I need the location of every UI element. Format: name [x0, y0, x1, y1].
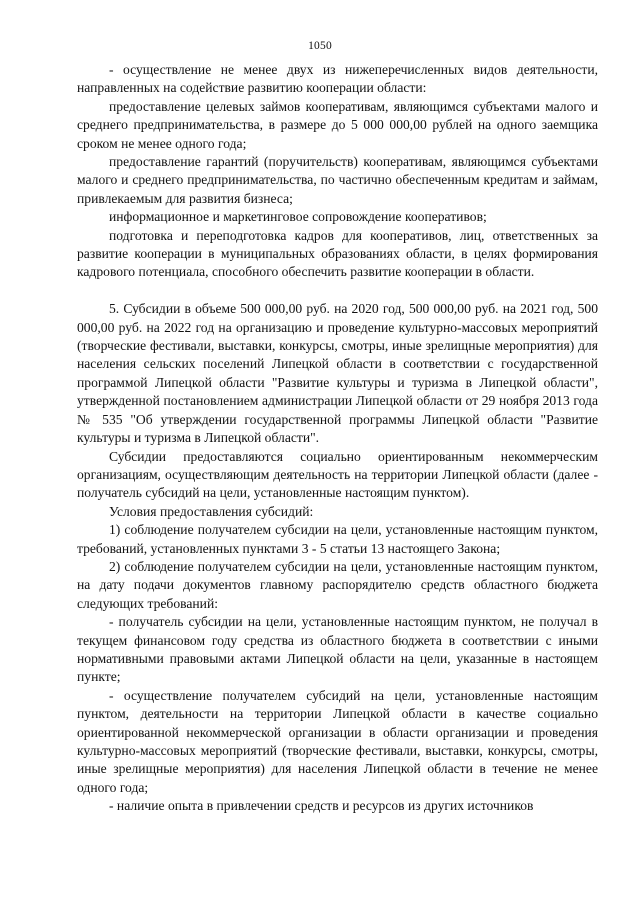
paragraph-target-loans: предоставление целевых займов кооперативам, являющимся субъектами малого и среднего предпринимательства, в размере до 5 000 000,00 рублей на одного заемщика сроком не менее одного года;: [77, 98, 598, 151]
paragraph-recipients: Субсидии предоставляются социально ориентированным некоммерческим организациям, осуществляющим деятельность на территории Липецкой области (далее - получатель субсидий на цели, установленные настоящим пунктом).: [77, 448, 598, 501]
paragraph-staff-training: подготовка и переподготовка кадров для кооперативов, лиц, ответственных за развитие кооперации в муниципальных образованиях области, в целях формирования кадрового потенциала, способного обеспечить развитие кооперации в области.: [77, 227, 598, 280]
paragraph-requirement-no-funds: - получатель субсидии на цели, установленные настоящим пунктом, не получал в текущем финансовом году средства из областного бюджета в соответствии с иными нормативными правовыми актами Липецкой области на цели, указанные в настоящем пункте;: [77, 614, 598, 685]
paragraph-conditions-heading: Условия предоставления субсидий:: [109, 503, 314, 519]
page-number: 1050: [308, 40, 332, 52]
paragraph-requirement-experience: - наличие опыта в привлечении средств и ресурсов из других источников: [109, 798, 534, 814]
paragraph-condition-1: 1) соблюдение получателем субсидии на цели, установленные настоящим пунктом, требований, установленных пунктами 3 - 5 статьи 13 настоящего Закона;: [77, 522, 598, 556]
document-body: [77, 61, 598, 816]
paragraph-information-support: информационное и маркетинговое сопровождение кооперативов;: [109, 209, 487, 225]
paragraph-activities-intro: - осуществление не менее двух из нижеперечисленных видов деятельности, направленных на содействие развитию кооперации области:: [77, 62, 598, 96]
paragraph-guarantees: предоставление гарантий (поручительств) кооперативам, являющимся субъектами малого и среднего предпринимательства, по частично обеспеченным кредитам и займам, привлекаемым для развития бизнеса;: [77, 154, 598, 206]
paragraph-condition-2: 2) соблюдение получателем субсидии на цели, установленные настоящим пунктом, на дату подачи документов главному распорядителю средств областного бюджета следующих требований:: [77, 558, 598, 611]
paragraph-item-5: 5. Субсидии в объеме 500 000,00 руб. на 2020 год, 500 000,00 руб. на 2021 год, 500 000,00 руб. на 2022 год на организацию и проведение культурно-массовых мероприятий (творческие фестивали, выставки, конкурсы, смотры, иные зрелищные мероприятия) для населения сельских поселений Липецкой области в соответствии с государственной программой Липецкой области "Развитие культуры и туризма в Липецкой области", утвержденной постановлением администрации Липецкой области от 29 ноября 2013 года № 535 "Об утверждении государственной программы Липецкой области "Развитие культуры и туризма в Липецкой области".: [77, 301, 598, 446]
paragraph-requirement-activity: - осуществление получателем субсидий на цели, установленные настоящим пунктом, деятельности на территории Липецкой области в качестве социально ориентированной некоммерческой организации в области организации и проведения культурно-массовых мероприятий (творческие фестивали, выставки, конкурсы, смотры, иные зрелищные мероприятия) для населения Липецкой области в течение не менее одного года;: [77, 687, 598, 795]
